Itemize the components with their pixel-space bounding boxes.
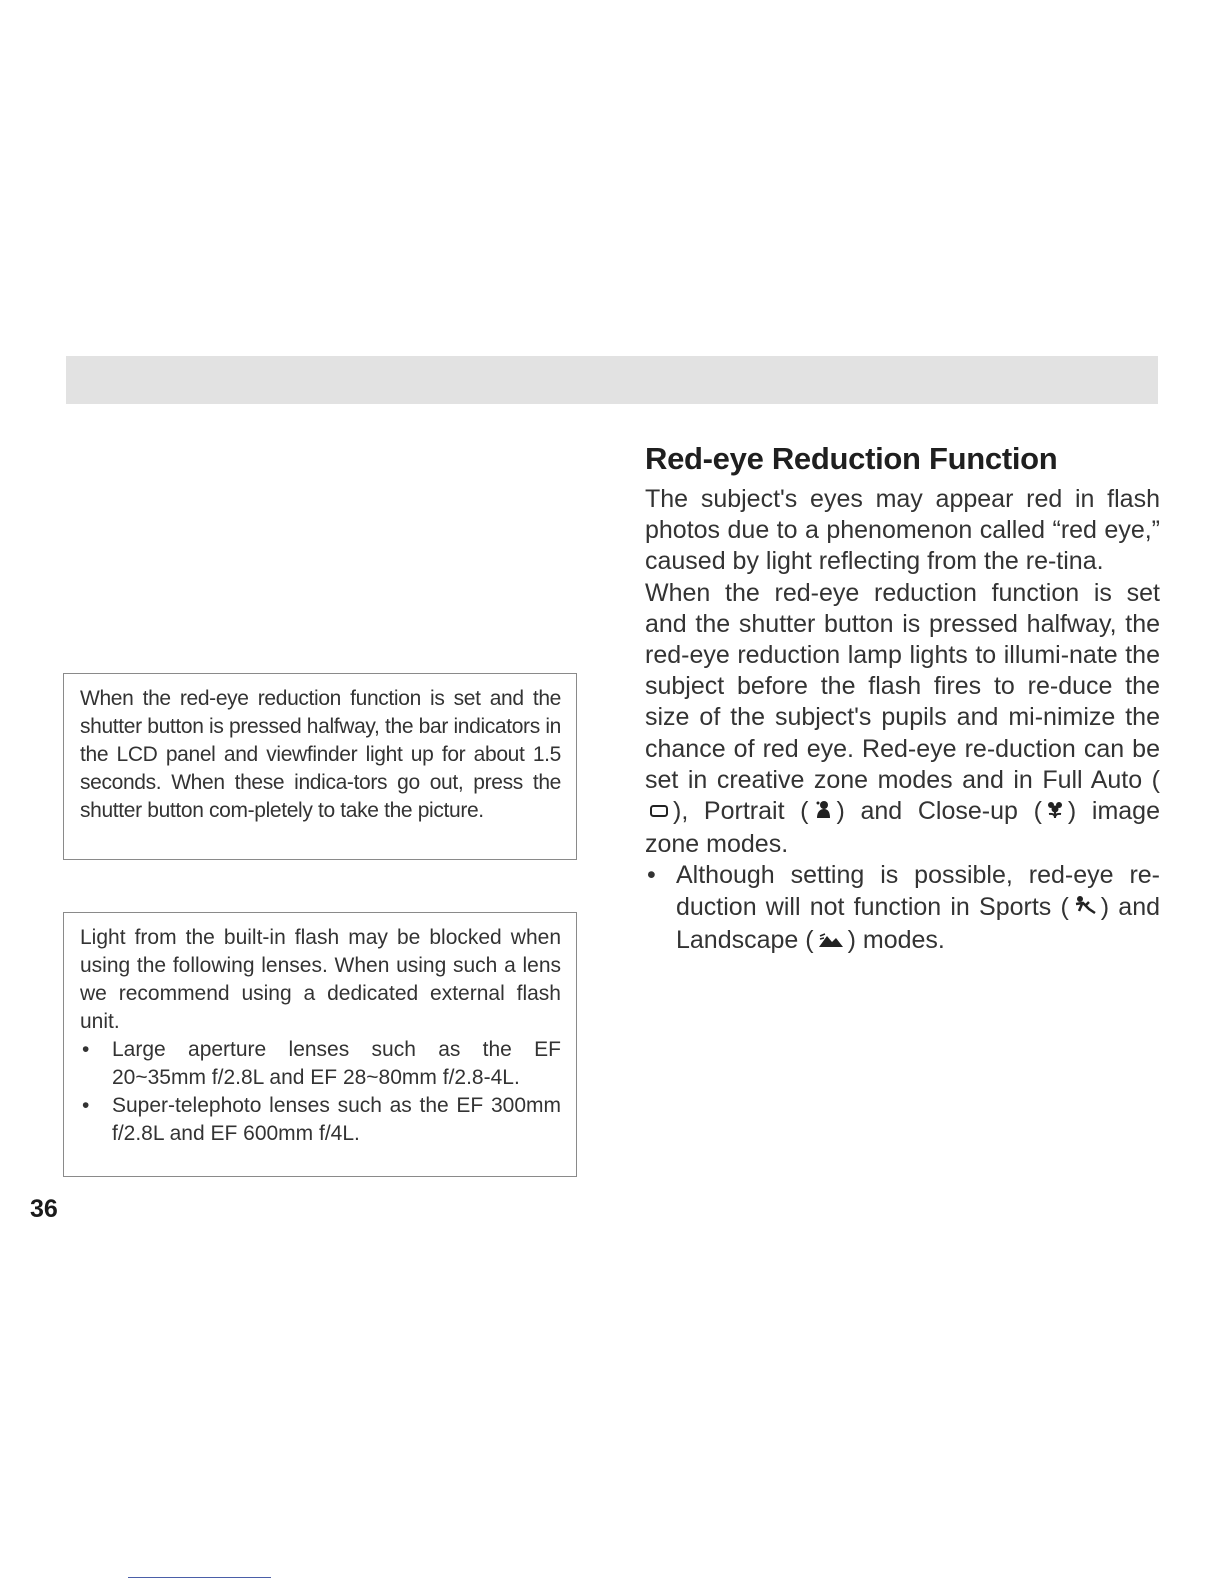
list-item-text: Super-telephoto lenses such as the EF 300mm f/2.8L and EF 600mm f/4L.: [112, 1094, 561, 1145]
landscape-icon: [818, 927, 844, 958]
bullet-icon: •: [82, 1094, 90, 1117]
note-intro: Light from the built-in flash may be blocked when using the following lenses. When using such a lens we recommend using a dedicated external flash unit.: [80, 926, 561, 1033]
list-item-text: Although setting is possible, red-eye re-duction will not function in Sports (: [676, 861, 1160, 921]
page-number: 36: [30, 1195, 58, 1223]
full-auto-icon: [649, 798, 669, 829]
mode-restriction-list: [645, 860, 1160, 958]
section-body: [645, 484, 1160, 958]
sports-icon: [1073, 894, 1097, 925]
close-up-icon: [1046, 798, 1064, 829]
paragraph-text: ) image zone modes.: [645, 797, 1160, 859]
portrait-icon: [813, 798, 833, 829]
footer-line: [128, 1577, 271, 1578]
list-item-text: ) modes.: [847, 925, 945, 954]
section-title: Red-eye Reduction Function: [645, 441, 1058, 476]
note-box-lens-warning: [63, 912, 577, 1177]
note-box-bar-indicators: [63, 673, 577, 860]
list-item-text: Large aperture lenses such as the EF 20~35mm f/2.8L and EF 28~80mm f/2.8-4L.: [112, 1038, 561, 1089]
list-item-text: ) and Landscape (: [676, 892, 1161, 954]
bullet-icon: •: [647, 861, 656, 890]
paragraph-red-eye-intro: The subject's eyes may appear red in flash photos due to a phenomenon called “red eye,” caused by light reflecting from the re-tina.: [645, 485, 1160, 576]
header-band: [66, 356, 1158, 404]
list-item: [645, 860, 1160, 958]
note-text: When the red-eye reduction function is set and the shutter button is pressed halfway, the bar indicators in the LCD panel and viewfinder light up for about 1.5 seconds. When these indica-tors go out, press the shutter button com-pletely to take the picture.: [80, 687, 561, 822]
lens-list: [80, 1036, 561, 1148]
paragraph-text: When the red-eye reduction function is set and the shutter button is pressed halfway, the red-eye reduction lamp lights to illumi-nate the subject before the flash fires to re-duce the size of the subject's pupils and mi-nimize the chance of red eye. Red-eye re-duction can be set in creative zone modes and in Full Auto (: [645, 578, 1160, 794]
list-item: [80, 1092, 561, 1148]
list-item: [80, 1036, 561, 1092]
paragraph-text: ), Portrait (: [673, 797, 809, 826]
paragraph-text: ) and Close-up (: [836, 797, 1042, 826]
paragraph-red-eye-function: [645, 578, 1160, 861]
bullet-icon: •: [82, 1038, 90, 1061]
